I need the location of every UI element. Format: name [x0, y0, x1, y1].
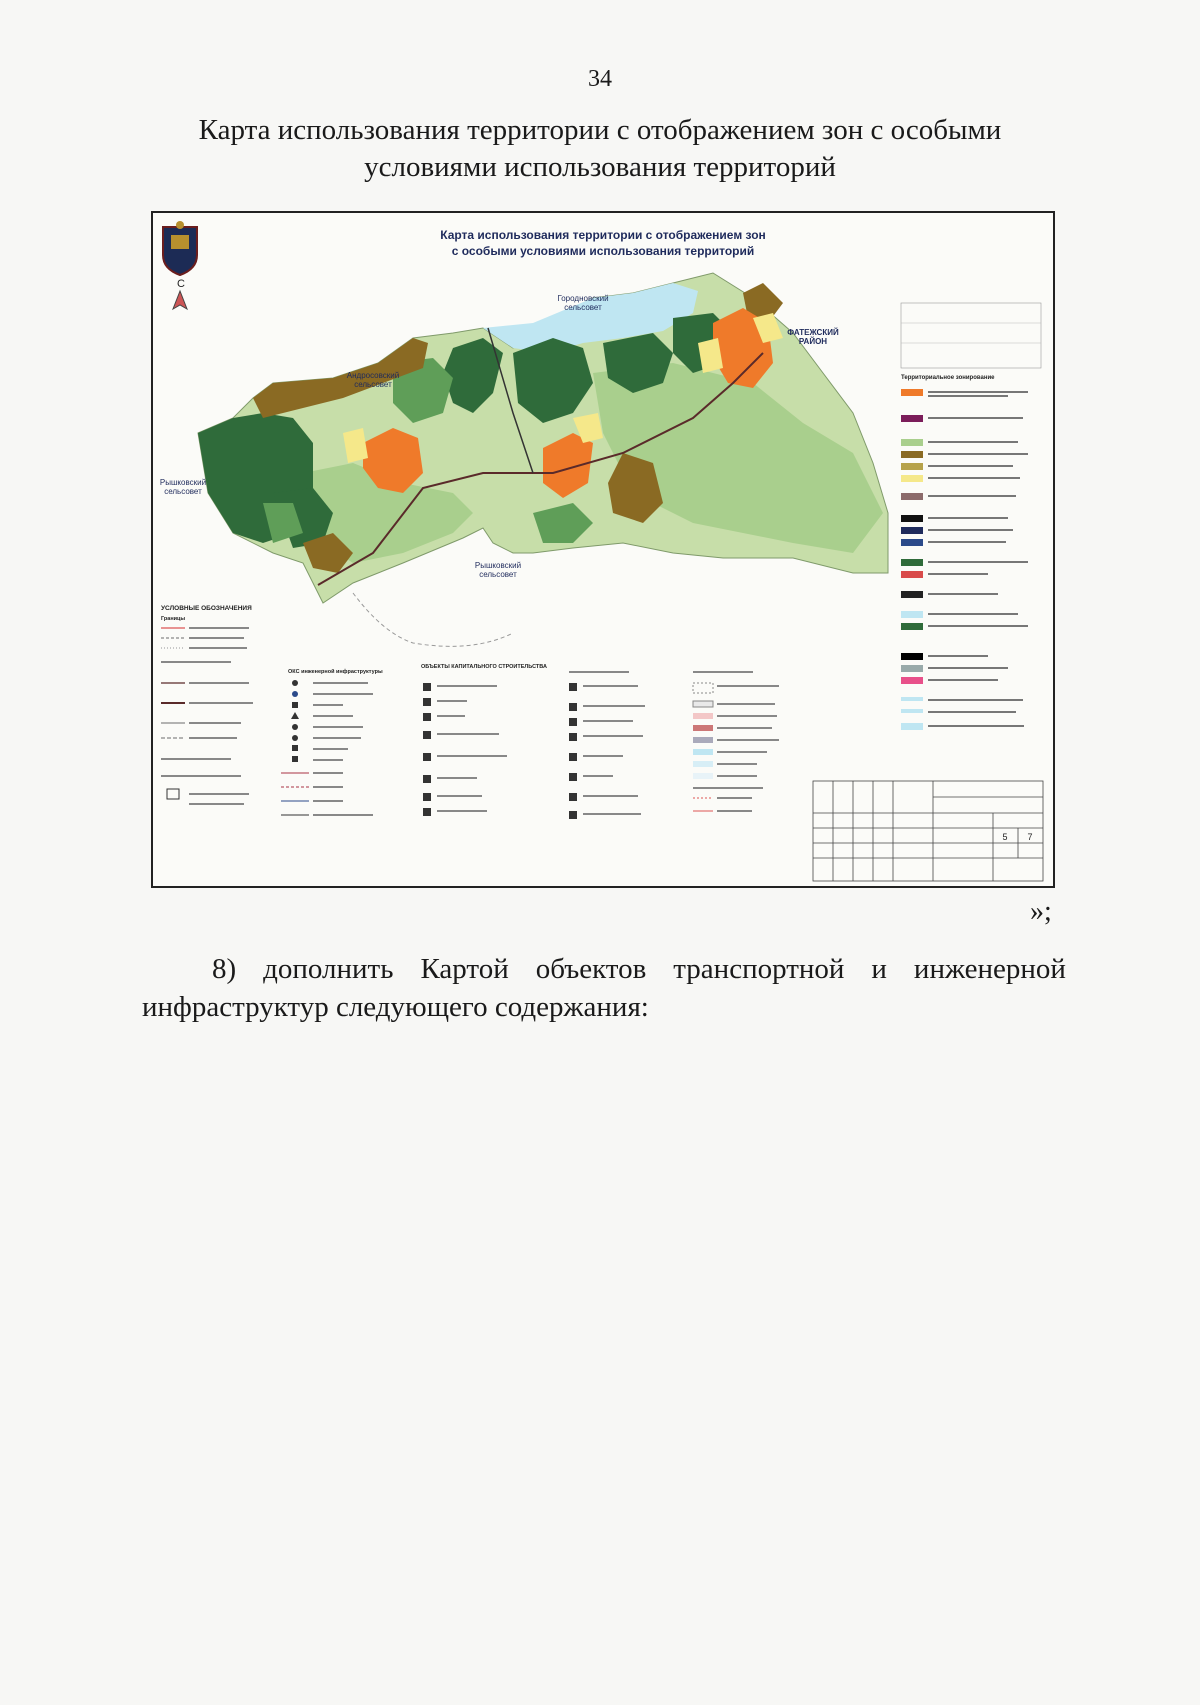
document-title [150, 112, 1050, 186]
closing-quote: »; [1030, 896, 1052, 927]
label-gorodnovsky-1: Городновский [557, 294, 609, 303]
title-block-total: 7 [1027, 832, 1033, 842]
label-gorodnovsky-2: сельсовет [564, 303, 602, 312]
paragraph-word: дополнить [263, 953, 394, 985]
document-title-line-2: условиями использования территорий [364, 151, 836, 183]
land-use-map [151, 211, 1055, 888]
paragraph-word: Картой [420, 953, 509, 985]
north-letter: С [177, 278, 185, 290]
map-title-line-1: Карта использования территории с отображением зон [440, 228, 766, 242]
title-block-sheet: 5 [1002, 832, 1008, 842]
legend-infra-heading: ОКС инженерной инфраструктуры [288, 669, 383, 675]
document-title-line-1: Карта использования территории с отображением зон с особыми [198, 114, 1002, 146]
coat-of-arms-icon [163, 221, 197, 275]
label-androsovsky-1: Андросовский [346, 371, 400, 380]
label-ryshkovsky-left-2: сельсовет [164, 487, 202, 496]
label-androsovsky-2: сельсовет [354, 380, 392, 389]
map-drawing [153, 213, 1053, 886]
map-title-line-2: с особыми условиями использования территорий [451, 244, 755, 258]
paragraph-word: 8) [212, 953, 237, 985]
legend-boundaries-heading: Границы [161, 616, 186, 622]
legend-capital-heading: ОБЪЕКТЫ КАПИТАЛЬНОГО СТРОИТЕЛЬСТВА [421, 664, 547, 670]
label-fatezhsky-2: РАЙОН [798, 337, 828, 346]
paragraph-word: объектов [535, 953, 647, 985]
paragraph-line-2: инфраструктур следующего содержания: [142, 991, 649, 1023]
paragraph-line-1 [142, 950, 1066, 988]
legend-heading: УСЛОВНЫЕ ОБОЗНАЧЕНИЯ [161, 605, 252, 612]
amendment-paragraph [142, 950, 1066, 1026]
paragraph-word: транспортной [673, 953, 845, 985]
label-ryshkovsky-bottom-1: Рышковский [474, 561, 522, 570]
zoning-legend-heading: Территориальное зонирование [901, 375, 995, 381]
page-number: 34 [588, 66, 612, 92]
label-fatezhsky-1: ФАТЕЖСКИЙ [787, 328, 839, 337]
paragraph-word: инженерной [913, 953, 1066, 985]
paragraph-word: и [871, 953, 887, 985]
label-ryshkovsky-bottom-2: сельсовет [479, 570, 517, 579]
label-ryshkovsky-left-1: Рышковский [159, 478, 207, 487]
